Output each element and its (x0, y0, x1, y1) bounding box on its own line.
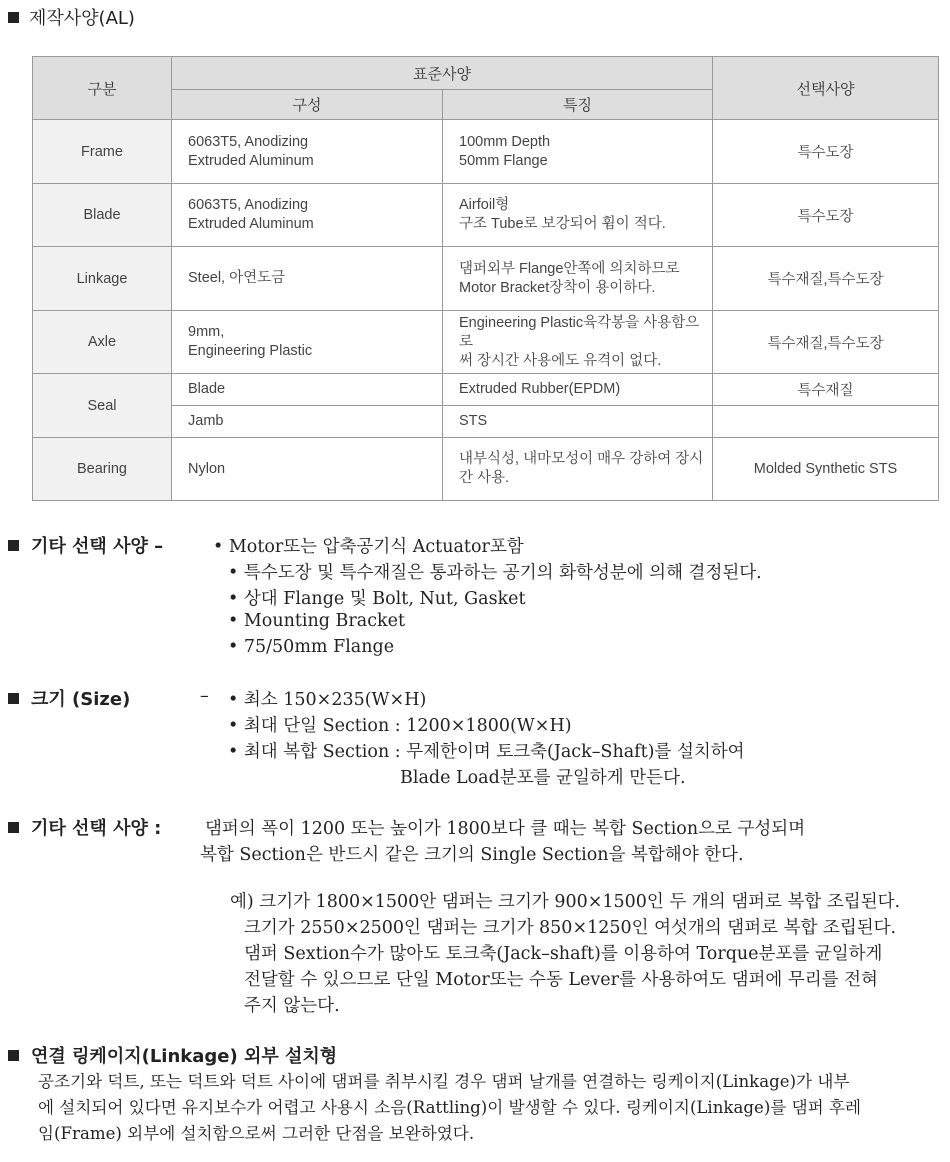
paragraph-line: 복합 Section은 반드시 같은 크기의 Single Section을 복합해야 한다. (200, 845, 744, 865)
config-cell: 9mm, Engineering Plastic (172, 311, 443, 374)
header-option: 선택사양 (713, 57, 939, 120)
header-config: 구성 (172, 90, 443, 120)
feature-cell: STS (443, 406, 713, 438)
feature-cell: 내부식성, 내마모성이 매우 강하여 장시 간 사용. (443, 438, 713, 501)
config-cell: Nylon (172, 438, 443, 501)
section-heading-size: 크기 (Size) (8, 685, 130, 711)
page-title (8, 4, 135, 30)
header-standard: 표준사양 (172, 57, 713, 90)
list-item: • Mounting Bracket (228, 611, 405, 631)
page-title-text: 제작사양(AL) (29, 8, 135, 29)
header-category: 구분 (33, 57, 172, 120)
table-row (33, 438, 939, 501)
dash: – (200, 686, 209, 706)
list-item: • 최대 복합 Section : 무제한이며 토크축(Jack–Shaft)를 설치하여 (228, 742, 745, 762)
example-line: 크기가 2550×2500인 댐퍼는 크기가 850×1250인 여섯개의 댐퍼로 복합 조립된다. (244, 918, 897, 938)
list-item: • Motor또는 압축공기식 Actuator포함 (213, 537, 524, 557)
section-heading-other-options-2: 기타 선택 사양 : (8, 814, 161, 840)
list-item: • 상대 Flange 및 Bolt, Nut, Gasket (228, 589, 526, 609)
feature-cell: 댐퍼외부 Flange안쪽에 의치하므로 Motor Bracket장착이 용이하다. (443, 247, 713, 311)
feature-cell: Extruded Rubber(EPDM) (443, 374, 713, 406)
list-item: • 최대 단일 Section : 1200×1800(W×H) (228, 716, 572, 736)
square-bullet-icon (8, 12, 19, 23)
section-heading-linkage: 연결 링케이지(Linkage) 외부 설치형 (8, 1042, 337, 1068)
row-label: Seal (33, 374, 172, 438)
example-line: 댐퍼 Sextion수가 많아도 토크축(Jack–shaft)를 이용하여 Torque분포를 균일하게 (244, 944, 883, 964)
table-row (33, 184, 939, 247)
list-item: • 최소 150×235(W×H) (228, 690, 427, 710)
table-row (33, 311, 939, 374)
paragraph-line: 에 설치되어 있다면 유지보수가 어렵고 사용시 소음(Rattling)이 발생할 수 있다. 링케이지(Linkage)를 댐퍼 후레 (38, 1098, 861, 1117)
row-label: Linkage (33, 247, 172, 311)
config-cell: Steel, 아연도금 (172, 247, 443, 311)
square-bullet-icon (8, 822, 19, 833)
row-label: Axle (33, 311, 172, 374)
option-cell: 특수재질 (713, 374, 939, 406)
row-label: Frame (33, 120, 172, 184)
feature-cell: Engineering Plastic육각봉을 사용함으로 써 장시간 사용에도 유격이 없다. (443, 311, 713, 374)
config-cell: Jamb (172, 406, 443, 438)
section-heading-other-options: 기타 선택 사양 – (8, 532, 163, 558)
table-row (33, 374, 939, 406)
table-row (33, 120, 939, 184)
option-cell: Molded Synthetic STS (713, 438, 939, 501)
spec-table (32, 56, 939, 501)
square-bullet-icon (8, 1050, 19, 1061)
option-cell: 특수도장 (713, 120, 939, 184)
option-cell: 특수도장 (713, 184, 939, 247)
feature-cell: Airfoil형 구조 Tube로 보강되어 휨이 적다. (443, 184, 713, 247)
list-item-continuation: Blade Load분포를 균일하게 만든다. (400, 768, 686, 788)
option-cell: 특수재질,특수도장 (713, 311, 939, 374)
config-cell: Blade (172, 374, 443, 406)
option-cell (713, 406, 939, 438)
option-cell: 특수재질,특수도장 (713, 247, 939, 311)
example-line: 전달할 수 있으므로 단일 Motor또는 수동 Lever를 사용하여도 댐퍼에 무리를 전혀 (244, 970, 878, 990)
config-cell: 6063T5, Anodizing Extruded Aluminum (172, 120, 443, 184)
config-cell: 6063T5, Anodizing Extruded Aluminum (172, 184, 443, 247)
example-line: 주지 않는다. (244, 996, 340, 1016)
list-item: • 특수도장 및 특수재질은 통과하는 공기의 화학성분에 의해 결정된다. (228, 563, 762, 583)
list-item: • 75/50mm Flange (228, 637, 395, 657)
table-row (33, 247, 939, 311)
paragraph-line: 댐퍼의 폭이 1200 또는 높이가 1800보다 클 때는 복합 Section으로 구성되며 (205, 819, 806, 839)
header-feature: 특징 (443, 90, 713, 120)
paragraph-line: 임(Frame) 외부에 설치함으로써 그러한 단점을 보완하였다. (38, 1124, 475, 1143)
row-label: Blade (33, 184, 172, 247)
square-bullet-icon (8, 540, 19, 551)
example-line: 예) 크기가 1800×1500안 댐퍼는 크기가 900×1500인 두 개의 댐퍼로 복합 조립된다. (230, 892, 901, 912)
square-bullet-icon (8, 693, 19, 704)
paragraph-line: 공조기와 덕트, 또는 덕트와 덕트 사이에 댐퍼를 취부시킬 경우 댐퍼 날개를 연결하는 링케이지(Linkage)가 내부 (38, 1072, 850, 1091)
row-label: Bearing (33, 438, 172, 501)
feature-cell: 100mm Depth 50mm Flange (443, 120, 713, 184)
